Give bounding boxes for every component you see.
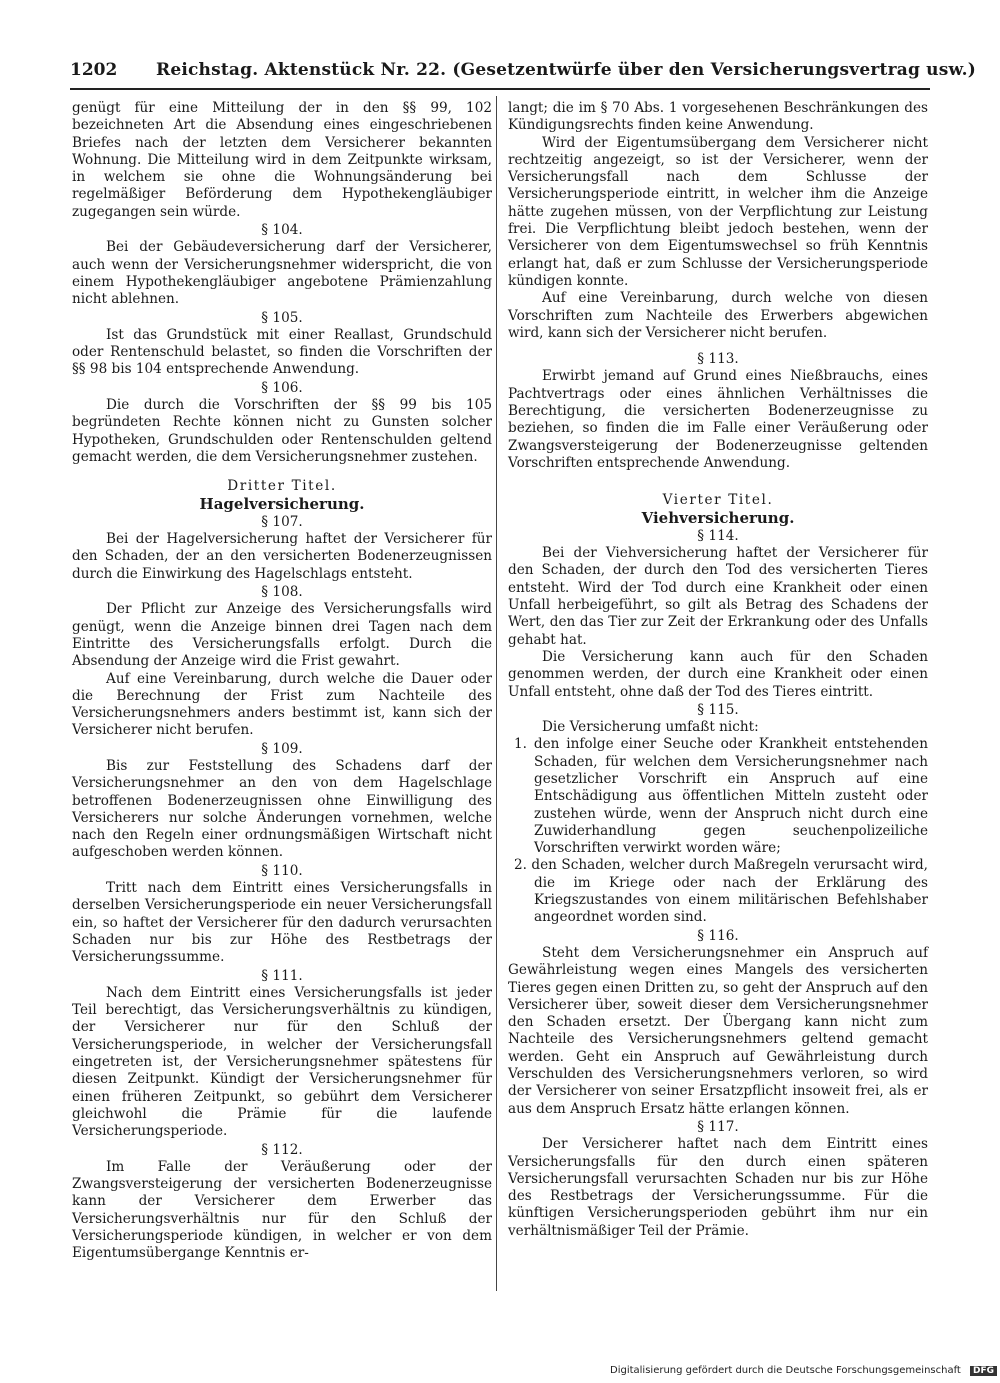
section-110-text: Tritt nach dem Eintritt eines Versicherungsfalls in derselben Versicherungsperiode ein neuer Versicherungsfall ein, so haftet der Versicherer für den dadurch verursachten Schaden nur bis zur Höhe des Restbetrags der Versicherungssumme. — [72, 880, 492, 966]
section-113-text: Erwirbt jemand auf Grund eines Nießbrauchs, eines Pachtvertrags oder eines ähnlichen Verhältnisses die Berechtigung, die versicherten Bodenerzeugnisse zu beziehen, so finden die im Falle einer Veräußerung oder Zwangsversteigerung der Bodenerzeugnisse geltenden Vorschriften entsprechende Anwendung. — [508, 368, 928, 471]
section-117-text: Der Versicherer haftet nach dem Eintritt eines Versicherungsfalls für den durch einen späteren Versicherungsfall verursachten Schaden nur bis zur Höhe des Restbetrags der Versicherungssumme. Für die künftigen Versicherungsperioden gebührt ihm nur ein verhältnismäßiger Teil der Prämie. — [508, 1136, 928, 1239]
section-heading-115: § 115. — [697, 701, 739, 718]
section-heading-109: § 109. — [261, 740, 303, 757]
section-heading-106: § 106. — [261, 379, 303, 396]
section-108-text-1: Der Pflicht zur Anzeige des Versicherungsfalls wird genügt, wenn die Anzeige binnen drei Tagen nach dem Eintritte des Versicherungsfalls erfolgt. Durch die Absendung der Anzeige wird die Frist gewahrt. — [72, 601, 492, 670]
section-heading-104: § 104. — [261, 222, 303, 239]
left-column — [72, 100, 492, 1263]
page-header — [70, 60, 976, 88]
section-heading-108: § 108. — [261, 584, 303, 601]
title-4-name: Viehversicherung. — [641, 508, 795, 527]
section-heading-112: § 112. — [261, 1141, 303, 1158]
right-column — [508, 100, 928, 1240]
title-3-label: Dritter Titel. — [227, 478, 337, 495]
credit-text: Digitalisierung gefördert durch die Deutsche Forschungsgemeinschaft — [610, 1365, 961, 1376]
dfg-logo: DFG — [970, 1366, 997, 1376]
section-112-text-3: Auf eine Vereinbarung, durch welche von diesen Vorschriften zum Nachteile des Erwerbers abgewichen wird, kann sich der Versicherer nicht berufen. — [508, 290, 928, 341]
section-108-text-2: Auf eine Vereinbarung, durch welche die Dauer oder die Berechnung der Frist zum Nachteile des Versicherungsnehmers anders bestimmt ist, kann sich der Versicherer nicht berufen. — [72, 670, 492, 739]
spacer — [508, 342, 928, 350]
page-number: 1202 — [70, 60, 118, 80]
running-title: Reichstag. Aktenstück Nr. 22. (Gesetzentwürfe über den Versicherungsvertrag usw.) — [156, 60, 976, 80]
spacer — [508, 472, 928, 480]
section-116-text: Steht dem Versicherungsnehmer ein Anspruch auf Gewährleistung wegen eines Mangels des versicherten Tieres gegen einen Dritten zu, so geht der Anspruch auf den Versicherer über, soweit dieser dem Versicherungsnehmer den Schaden ersetzt. Der Übergang kann nicht zum Nachteile des Versicherungsnehmers geltend gemacht werden. Geht ein Anspruch auf Gewährleistung durch Verschulden des Versicherungsnehmers verloren, so wird der Versicherer von seiner Ersatzpflicht insoweit frei, als er aus dem Anspruch Ersatz hätte erlangen können. — [508, 944, 928, 1117]
column-divider — [496, 96, 497, 1291]
section-heading-116: § 116. — [697, 927, 739, 944]
section-106-text: Die durch die Vorschriften der §§ 99 bis 105 begründeten Rechte können nicht zu Gunsten solcher Hypotheken, Grundschulden oder Rentenschulden geltend gemacht werden, die dem Versicherungsnehmer zustehen. — [72, 397, 492, 465]
section-115-intro: Die Versicherung umfaßt nicht: — [542, 719, 759, 736]
title-4-label: Vierter Titel. — [662, 492, 774, 509]
header-rule — [70, 88, 930, 90]
section-heading-111: § 111. — [261, 967, 303, 984]
section-105-text: Ist das Grundstück mit einer Reallast, Grundschuld oder Rentenschuld belastet, so finden die Vorschriften der §§ 98 bis 104 entsprechende Anwendung. — [72, 326, 492, 378]
section-heading-114: § 114. — [697, 527, 739, 544]
section-heading-113: § 113. — [697, 351, 739, 368]
section-112-text: Im Falle der Veräußerung oder der Zwangsversteigerung der versicherten Bodenerzeugnisse kann der Versicherer dem Erwerber das Versicherungsverhältnis nur für den Schluß der Versicherungsperiode kündigen, in welcher er von dem Eigentumsübergange Kenntnis er- — [72, 1158, 492, 1262]
section-heading-107: § 107. — [261, 513, 303, 530]
section-heading-110: § 110. — [261, 862, 303, 879]
section-heading-105: § 105. — [261, 309, 303, 326]
section-109-text: Bis zur Feststellung des Schadens darf der Versicherungsnehmer an den von dem Hagelschlage betroffenen Bodenerzeugnissen ohne Einwilligung des Versicherers nur solche Änderungen vornehmen, welche nach den Regeln einer ordnungsmäßigen Wirtschaft nicht aufgeschoben werden können. — [72, 757, 492, 861]
section-114-text-2: Die Versicherung kann auch für den Schaden genommen werden, der durch eine Krankheit oder einen Unfall entsteht, ohne daß der Tod des Tieres eintritt. — [508, 648, 928, 700]
paragraph-continued: langt; die im § 70 Abs. 1 vorgesehenen Beschränkungen des Kündigungsrechts finden keine Anwendung. — [508, 100, 928, 134]
section-115-item-1: 1. den infolge einer Seuche oder Krankheit entstehenden Schaden, für welchen dem Versicherungsnehmer nach gesetzlicher Vorschrift ein Anspruch auf eine Entschädigung aus öffentlichen Mitteln zusteht oder zustehen würde, wenn der Anspruch nicht durch eine Zuwiderhandlung gegen seuchenpolizeiliche Vorschriften verwirkt worden wäre; — [514, 736, 928, 857]
paragraph-continued: genügt für eine Mitteilung der in den §§ 99, 102 bezeichneten Art die Absendung eines eingeschriebenen Briefes nach der letzten dem Versicherer bekannten Wohnung. Die Mitteilung wird in dem Zeitpunkte wirksam, in welchem sie ohne die Wohnungsänderung bei regelmäßiger Beförderung dem Hypothekengläubiger zugegangen sein würde. — [72, 100, 492, 220]
section-114-text-1: Bei der Viehversicherung haftet der Versicherer für den Schaden, der durch den Tod des versicherten Tieres entsteht. Wird der Tod durch eine Krankheit oder einen Unfall herbeigeführt, so gilt als Betrag des Schadens der Wert, den das Tier zur Zeit der Erkrankung oder des Unfalls gehabt hat. — [508, 545, 928, 648]
section-111-text: Nach dem Eintritt eines Versicherungsfalls ist jeder Teil berechtigt, das Versicherungsverhältnis zu kündigen, der Versicherer nur für den Schluß der Versicherungsperiode, in welcher der Versicherungsfall eingetreten ist, der Versicherungsnehmer spätestens für diesen Zeitpunkt. Kündigt der Versicherungsnehmer für einen früheren Zeitpunkt, so gebührt dem Versicherer gleichwohl die Prämie für die laufende Versicherungsperiode. — [72, 984, 492, 1140]
section-115-item-2: 2. den Schaden, welcher durch Maßregeln verursacht wird, die im Kriege oder nach der Erklärung des Kriegszustandes von einem militärischen Befehlshaber angeordnet worden sind. — [514, 857, 928, 926]
digitization-credit — [610, 1365, 997, 1376]
section-104-text: Bei der Gebäudeversicherung darf der Versicherer, auch wenn der Versicherungsnehmer widerspricht, die von einem Hypothekengläubiger angebotene Prämienzahlung nicht ablehnen. — [72, 239, 492, 308]
section-112-text-2: Wird der Eigentumsübergang dem Versicherer nicht rechtzeitig angezeigt, so ist der Versicherer, wenn der Versicherungsfall nach dem Schlusse der Versicherungsperiode eintritt, in welcher ihm die Anzeige hätte zugehen müssen, von der Verpflichtung zur Leistung frei. Die Verpflichtung bleibt jedoch bestehen, wenn der Versicherer von dem Eigentumswechsel so früh Kenntnis erlangt hat, daß er zum Schlusse der Versicherungsperiode kündigen konnte. — [508, 134, 928, 289]
section-107-text: Bei der Hagelversicherung haftet der Versicherer für den Schaden, der an den versicherten Bodenerzeugnissen durch die Einwirkung des Hagelschlags entsteht. — [72, 531, 492, 582]
title-3-name: Hagelversicherung. — [199, 494, 365, 513]
section-heading-117: § 117. — [697, 1118, 739, 1135]
